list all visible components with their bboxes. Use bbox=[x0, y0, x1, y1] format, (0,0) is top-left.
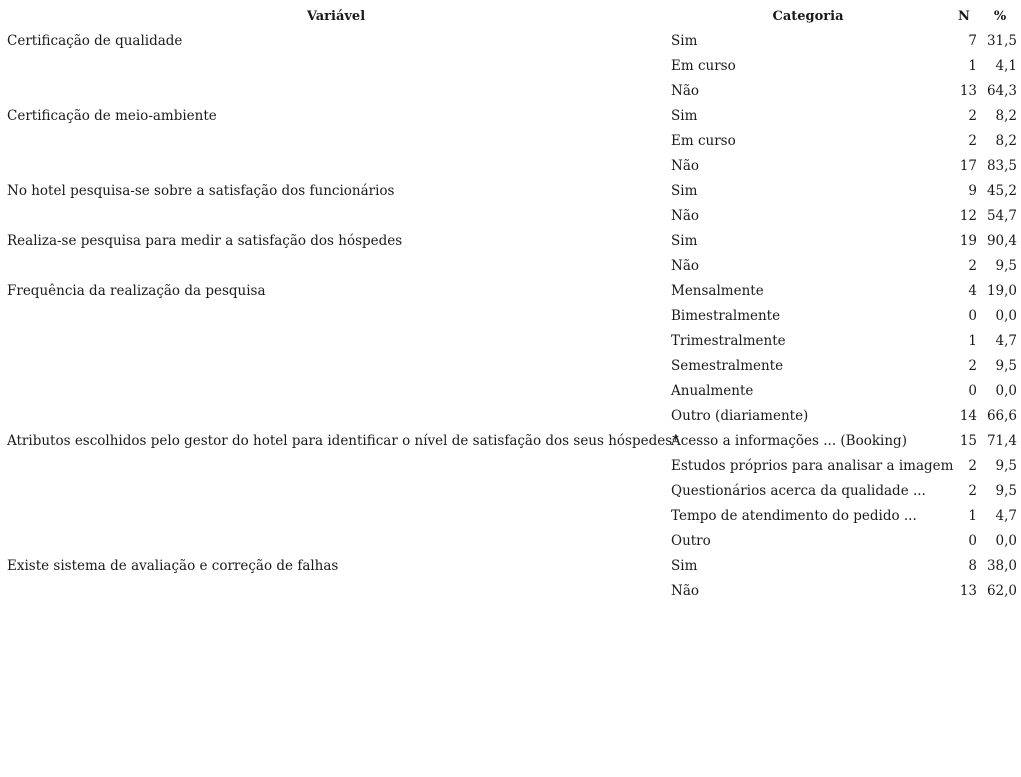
category-cell: Não bbox=[671, 583, 699, 599]
count-cell: 9 bbox=[968, 183, 977, 199]
count-cell: 1 bbox=[968, 333, 977, 349]
percent-cell: 45,2 bbox=[986, 183, 1017, 199]
variable-cell bbox=[4, 304, 668, 329]
percent-cell: 4,7 bbox=[995, 508, 1017, 524]
variable-cell: Certificação de qualidade bbox=[7, 33, 183, 49]
percent-cell: 90,4 bbox=[986, 233, 1017, 249]
variable-cell bbox=[4, 54, 668, 79]
table-row bbox=[4, 454, 1020, 479]
count-cell: 2 bbox=[968, 108, 977, 124]
percent-cell: 0,0 bbox=[995, 383, 1017, 399]
variable-cell bbox=[4, 479, 668, 504]
table-row bbox=[4, 304, 1020, 329]
table-row bbox=[4, 579, 1020, 604]
variable-cell: Atributos escolhidos pelo gestor do hotel para identificar o nível de satisfação dos seus hóspedes* bbox=[7, 433, 679, 449]
variable-cell: Existe sistema de avaliação e correção de falhas bbox=[7, 558, 339, 574]
percent-cell: 71,4 bbox=[986, 433, 1017, 449]
header-pct: % bbox=[993, 9, 1007, 24]
table-row bbox=[4, 279, 1020, 304]
category-cell: Não bbox=[671, 158, 699, 174]
table-row bbox=[4, 179, 1020, 204]
count-cell: 14 bbox=[959, 408, 977, 424]
percent-cell: 66,6 bbox=[986, 408, 1017, 424]
percent-cell: 8,2 bbox=[995, 108, 1017, 124]
category-cell: Não bbox=[671, 258, 699, 274]
percent-cell: 9,5 bbox=[995, 258, 1017, 274]
header-categoria: Categoria bbox=[772, 9, 844, 24]
table-row bbox=[4, 79, 1020, 104]
table-row bbox=[4, 104, 1020, 129]
category-cell: Bimestralmente bbox=[671, 308, 781, 324]
table-row bbox=[4, 404, 1020, 429]
table-row bbox=[4, 129, 1020, 154]
table-row bbox=[4, 54, 1020, 79]
percent-cell: 0,0 bbox=[995, 533, 1017, 549]
percent-cell: 9,5 bbox=[995, 458, 1017, 474]
count-cell: 17 bbox=[959, 158, 977, 174]
category-cell: Tempo de atendimento do pedido ... bbox=[671, 508, 917, 524]
variable-cell bbox=[4, 154, 668, 179]
count-cell: 2 bbox=[968, 358, 977, 374]
variable-cell: Certificação de meio-ambiente bbox=[7, 108, 217, 124]
percent-cell: 9,5 bbox=[995, 483, 1017, 499]
count-cell: 2 bbox=[968, 258, 977, 274]
percent-cell: 0,0 bbox=[995, 308, 1017, 324]
header-n: N bbox=[958, 9, 970, 24]
category-cell: Trimestralmente bbox=[671, 333, 786, 349]
category-cell: Outro bbox=[671, 533, 711, 549]
table-row bbox=[4, 379, 1020, 404]
variable-cell bbox=[4, 354, 668, 379]
category-cell: Outro (diariamente) bbox=[671, 408, 809, 424]
header-row bbox=[4, 4, 1020, 29]
variable-cell bbox=[4, 529, 668, 554]
category-cell: Questionários acerca da qualidade ... bbox=[671, 483, 926, 499]
table-row bbox=[4, 154, 1020, 179]
count-cell: 0 bbox=[968, 308, 977, 324]
category-cell: Estudos próprios para analisar a imagem bbox=[671, 458, 954, 474]
variable-cell bbox=[4, 204, 668, 229]
variable-cell bbox=[4, 404, 668, 429]
table-row bbox=[4, 554, 1020, 579]
percent-cell: 54,7 bbox=[986, 208, 1017, 224]
count-cell: 2 bbox=[968, 458, 977, 474]
category-cell: Em curso bbox=[671, 58, 736, 74]
table-row bbox=[4, 329, 1020, 354]
percent-cell: 4,1 bbox=[995, 58, 1017, 74]
percent-cell: 8,2 bbox=[995, 133, 1017, 149]
category-cell: Semestralmente bbox=[671, 358, 784, 374]
count-cell: 4 bbox=[968, 283, 977, 299]
count-cell: 13 bbox=[959, 583, 977, 599]
category-cell: Sim bbox=[671, 108, 698, 124]
category-cell: Sim bbox=[671, 233, 698, 249]
category-cell: Acesso a informações ... (Booking) bbox=[671, 433, 907, 449]
percent-cell: 64,3 bbox=[986, 83, 1017, 99]
table-row bbox=[4, 429, 1020, 454]
percent-cell: 31,5 bbox=[986, 33, 1017, 49]
count-cell: 2 bbox=[968, 483, 977, 499]
variable-cell: Frequência da realização da pesquisa bbox=[7, 283, 266, 299]
survey-results-table bbox=[4, 4, 1020, 604]
count-cell: 15 bbox=[959, 433, 977, 449]
variable-cell bbox=[4, 329, 668, 354]
percent-cell: 4,7 bbox=[995, 333, 1017, 349]
count-cell: 12 bbox=[959, 208, 977, 224]
percent-cell: 38,0 bbox=[986, 558, 1017, 574]
table-row bbox=[4, 29, 1020, 54]
table-row bbox=[4, 254, 1020, 279]
count-cell: 2 bbox=[968, 133, 977, 149]
table-row bbox=[4, 354, 1020, 379]
table-row bbox=[4, 529, 1020, 554]
category-cell: Em curso bbox=[671, 133, 736, 149]
count-cell: 8 bbox=[968, 558, 977, 574]
count-cell: 1 bbox=[968, 58, 977, 74]
count-cell: 0 bbox=[968, 533, 977, 549]
percent-cell: 9,5 bbox=[995, 358, 1017, 374]
variable-cell bbox=[4, 454, 668, 479]
category-cell: Não bbox=[671, 83, 699, 99]
category-cell: Sim bbox=[671, 558, 698, 574]
count-cell: 13 bbox=[959, 83, 977, 99]
category-cell: Anualmente bbox=[671, 383, 754, 399]
variable-cell: No hotel pesquisa-se sobre a satisfação dos funcionários bbox=[7, 183, 395, 199]
variable-cell bbox=[4, 254, 668, 279]
category-cell: Não bbox=[671, 208, 699, 224]
table-row bbox=[4, 229, 1020, 254]
variable-cell: Realiza-se pesquisa para medir a satisfação dos hóspedes bbox=[7, 233, 403, 249]
table-row bbox=[4, 504, 1020, 529]
percent-cell: 19,0 bbox=[986, 283, 1017, 299]
variable-cell bbox=[4, 129, 668, 154]
variable-cell bbox=[4, 579, 668, 604]
variable-cell bbox=[4, 379, 668, 404]
percent-cell: 83,5 bbox=[986, 158, 1017, 174]
table-row bbox=[4, 204, 1020, 229]
variable-cell bbox=[4, 504, 668, 529]
table-row bbox=[4, 479, 1020, 504]
count-cell: 0 bbox=[968, 383, 977, 399]
category-cell: Sim bbox=[671, 33, 698, 49]
header-variavel: Variável bbox=[306, 9, 366, 24]
variable-cell bbox=[4, 79, 668, 104]
count-cell: 7 bbox=[968, 33, 977, 49]
count-cell: 19 bbox=[959, 233, 977, 249]
count-cell: 1 bbox=[968, 508, 977, 524]
category-cell: Sim bbox=[671, 183, 698, 199]
percent-cell: 62,0 bbox=[986, 583, 1017, 599]
category-cell: Mensalmente bbox=[671, 283, 764, 299]
